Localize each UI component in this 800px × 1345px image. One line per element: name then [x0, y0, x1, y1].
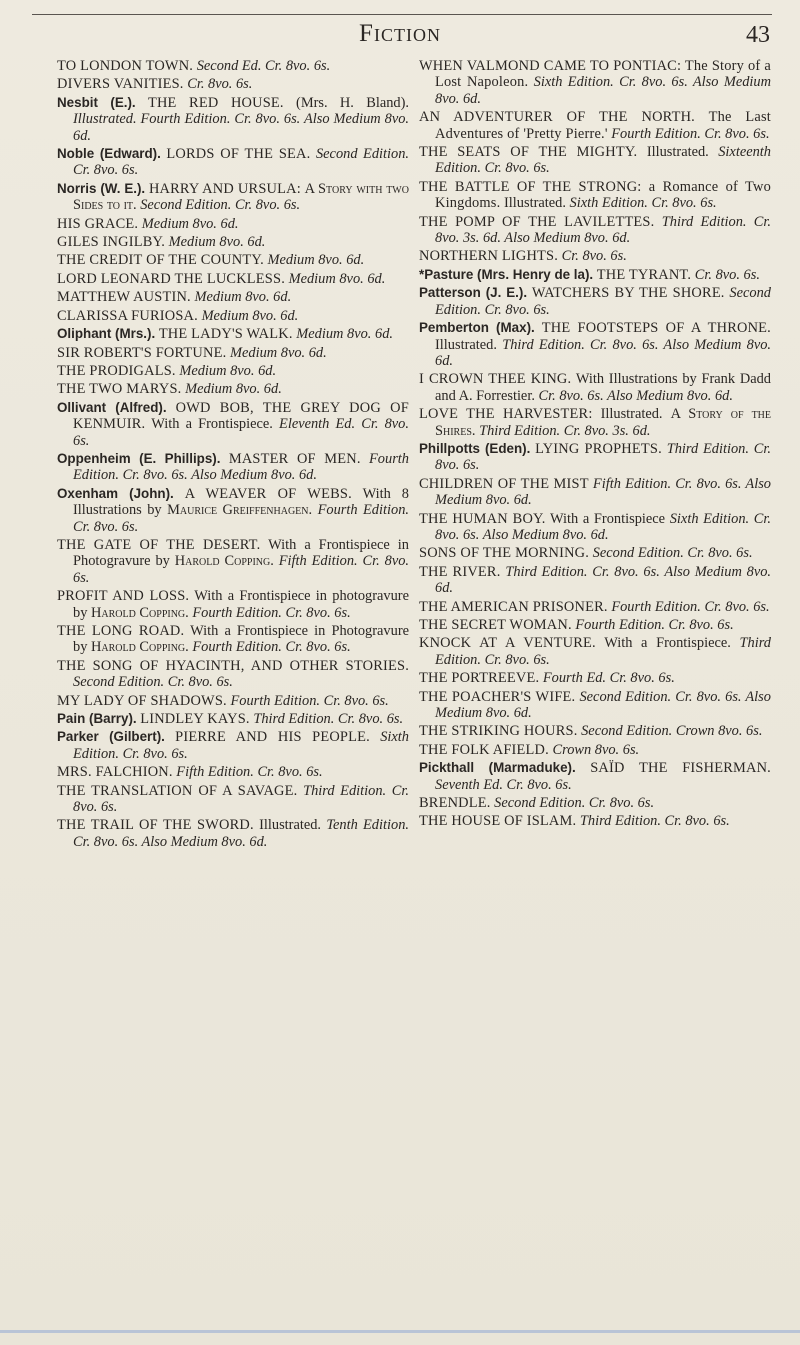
entry-note: Second Edition. Crown 8vo. 6s. [581, 723, 763, 740]
catalogue-entry [419, 214, 771, 247]
entry-note: Cr. 8vo. 6s. [694, 266, 760, 283]
entry-note: Second Edition. Cr. 8vo. 6s. Also Medium 8vo. 6d. [435, 688, 771, 722]
entry-title: THE HUMAN BOY. [419, 510, 546, 527]
entry-title: THE BATTLE OF THE STRONG: a Romance of Two Kingdoms. [419, 178, 771, 212]
entry-text: With a Frontispiece in Photogravure by [73, 623, 409, 656]
catalogue-entry [419, 511, 771, 544]
entry-smallcaps: A Story with two Sides to it. [73, 180, 409, 214]
entry-note: Fourth Edition. Cr. 8vo. 6s. [230, 692, 389, 709]
catalogue-entry [57, 693, 409, 709]
catalogue-entry [419, 617, 771, 633]
entry-author: Ollivant (Alfred). [57, 399, 167, 415]
entry-title: THE TWO MARYS. [57, 381, 182, 398]
entry-title: THE LONG ROAD. [57, 623, 185, 639]
running-head: Fiction [359, 20, 441, 47]
catalogue-entry [419, 635, 771, 668]
catalogue-entry [57, 817, 409, 850]
entry-note: Cr. 8vo. 6s. Also Medium 8vo. 6d. [538, 387, 733, 404]
entry-title: THE SECRET WOMAN. [419, 617, 572, 633]
entry-note: Second Edition. Cr. 8vo. 6s. [435, 285, 771, 318]
entry-text: Illustrated. [503, 195, 566, 212]
catalogue-entry [57, 271, 409, 287]
entry-title: THE PRODIGALS. [57, 362, 176, 379]
entry-note: Fifth Edition. Cr. 8vo. 6s. Also Medium 8vo. 6d. [435, 475, 771, 509]
entry-note: Second Edition. Cr. 8vo. 6s. [73, 146, 410, 179]
entry-title: MY LADY OF SHADOWS. [57, 692, 227, 709]
catalogue-entry [57, 363, 409, 379]
entry-note: Second Ed. Cr. 8vo. 6s. [196, 58, 331, 74]
entry-note: Fifth Edition. Cr. 8vo. 6s. [176, 764, 323, 781]
catalogue-entry [419, 760, 771, 793]
entry-title: LORDS OF THE SEA. [166, 146, 311, 163]
catalogue-entry [419, 58, 771, 107]
entry-smallcaps: A Story of the Shires. [435, 406, 772, 439]
entry-title: I CROWN THEE KING. [419, 371, 572, 388]
entry-note: Fourth Edition. Cr. 8vo. 6s. [611, 598, 770, 615]
entry-text: With a Frontispiece in photogravure by [73, 588, 409, 621]
entry-note: Medium 8vo. 6d. [230, 344, 327, 361]
entry-note: Fourth Edition. Cr. 8vo. 6s. [192, 604, 351, 621]
entry-smallcaps: Harold Copping. [91, 639, 189, 656]
page-number: 43 [746, 22, 770, 48]
entry-note: Medium 8vo. 6d. [194, 289, 292, 306]
entry-title: THE RIVER. [419, 563, 501, 580]
entry-text: Illustrated. [600, 406, 663, 423]
catalogue-entry [419, 179, 771, 212]
entry-title: THE HOUSE OF ISLAM. [419, 813, 577, 830]
catalogue-entry [419, 320, 771, 369]
entry-title: THE POACHER'S WIFE. [419, 688, 576, 705]
entry-author: Pain (Barry). [57, 711, 137, 727]
catalogue-entry [419, 599, 771, 615]
catalogue-entry [419, 723, 771, 739]
entry-note: Illustrated. Fourth Edition. Cr. 8vo. 6s. Also Medium 8vo. 6d. [73, 111, 409, 144]
entry-note: Seventh Ed. Cr. 8vo. 6s. [435, 776, 572, 793]
entry-title: THE TRANSLATION OF A SAVAGE. [57, 782, 298, 799]
catalogue-entry [419, 795, 771, 811]
catalogue-entry [57, 711, 409, 727]
entry-note: Cr. 8vo. 6s. [187, 76, 253, 93]
entry-note: Third Edition. Cr. 8vo. 6s. Also Medium 8vo. 6d. [435, 336, 771, 369]
catalogue-entry [57, 486, 409, 535]
entry-note: Cr. 8vo. 6s. [561, 248, 627, 265]
entry-note: Medium 8vo. 6d. [141, 215, 239, 232]
entry-title: MASTER OF MEN. [228, 450, 361, 467]
catalogue-entry [57, 537, 409, 586]
entry-title: LOVE THE HARVESTER: [419, 406, 593, 423]
catalogue-entry [57, 764, 409, 780]
entry-smallcaps: Harold Copping. [174, 553, 274, 570]
catalogue-entry [57, 345, 409, 361]
entry-author: *Pasture (Mrs. Henry de la). [419, 266, 594, 282]
catalogue-entry [57, 451, 409, 484]
entry-title: HARRY AND URSULA: [148, 180, 301, 197]
entry-title: LINDLEY KAYS. [140, 711, 250, 728]
entry-author: Parker (Gilbert). [57, 729, 165, 745]
entry-note: Sixth Edition. Cr. 8vo. 6s. Also Medium 8vo. 6d. [435, 74, 771, 107]
entry-note: Medium 8vo. 6d. [168, 234, 266, 251]
entry-note: Third Edition. Cr. 8vo. 6s. [435, 440, 771, 474]
entry-title: MRS. FALCHION. [57, 764, 173, 781]
entry-note: Fourth Edition. Cr. 8vo. 6s. [73, 502, 409, 535]
entry-title: KNOCK AT A VENTURE. [419, 635, 596, 652]
entry-note: Medium 8vo. 6d. [288, 270, 386, 287]
entry-note: Medium 8vo. 6d. [179, 362, 277, 379]
entry-text: Illustrated. [435, 336, 497, 353]
entry-text: With a Frontispiece. [604, 635, 731, 652]
catalogue-entry [419, 371, 771, 404]
entry-title: THE RED HOUSE. [147, 94, 284, 111]
entry-note: Third Edition. Cr. 8vo. 6s. [253, 711, 404, 728]
catalogue-entry [419, 742, 771, 758]
entry-note: Third Edition. Cr. 8vo. 6s. Also Medium 8vo. 6d. [435, 563, 771, 597]
left-column [57, 58, 409, 852]
catalogue-entry [419, 109, 771, 142]
catalogue-entry [419, 813, 771, 829]
entry-note: Second Edition. Cr. 8vo. 6s. [73, 674, 233, 691]
catalogue-entry [57, 326, 409, 342]
entry-title: THE TYRANT. [596, 266, 692, 283]
catalogue-entry [57, 658, 409, 691]
entry-title: THE GATE OF THE DESERT. [57, 536, 261, 553]
entry-title: WATCHERS BY THE SHORE. [531, 285, 725, 302]
bottom-edge [0, 1330, 800, 1333]
catalogue-entry [57, 146, 409, 179]
catalogue-entry [419, 441, 771, 474]
catalogue-entry [57, 181, 409, 214]
catalogue-entry [419, 545, 771, 561]
entry-author: Oliphant (Mrs.). [57, 326, 156, 342]
entry-title: THE PORTREEVE. [419, 670, 540, 687]
entry-note: Sixth Edition. Cr. 8vo. 6s. Also Medium 8vo. 6d. [435, 510, 772, 543]
entry-text: Illustrated. [646, 144, 709, 161]
catalogue-entry [57, 400, 409, 449]
entry-title: THE FOOTSTEPS OF A THRONE. [541, 320, 771, 337]
catalogue-entry [57, 783, 409, 816]
entry-smallcaps: Maurice Greiffenhagen. [167, 502, 313, 519]
catalogue-entry [57, 289, 409, 305]
entry-note: Fourth Edition. Cr. 8vo. 6s. [611, 125, 770, 142]
catalogue-entry [419, 267, 771, 283]
catalogue-entry [419, 285, 771, 318]
entry-author: Patterson (J. E.). [419, 285, 528, 301]
entry-title: GILES INGILBY. [57, 234, 166, 251]
entry-note: Second Edition. Cr. 8vo. 6s. [592, 545, 753, 562]
entry-title: THE STRIKING HOURS. [419, 723, 578, 740]
entry-author: Nesbit (E.). [57, 94, 136, 110]
catalogue-entry [419, 248, 771, 264]
entry-title: THE SONG OF HYACINTH, AND OTHER STORIES. [57, 657, 409, 674]
catalogue-entry [419, 564, 771, 597]
catalogue-entry [57, 95, 409, 144]
entry-title: PIERRE AND HIS PEOPLE. [175, 729, 370, 746]
entry-note: Sixteenth Edition. Cr. 8vo. 6s. [435, 144, 771, 177]
catalogue-entry [57, 588, 409, 621]
entry-title: THE SEATS OF THE MIGHTY. [419, 144, 638, 161]
entry-title: THE POMP OF THE LAVILETTES. [419, 213, 655, 230]
entry-note: Eleventh Ed. Cr. 8vo. 6s. [73, 416, 409, 449]
entry-title: LYING PROPHETS. [535, 440, 662, 457]
catalogue-entry [57, 381, 409, 397]
catalogue-entry [419, 406, 771, 439]
entry-title: SAÏD THE FISHERMAN. [590, 760, 771, 777]
entry-note: Third Edition. Cr. 8vo. 3s. 6d. [479, 422, 651, 439]
entry-title: NORTHERN LIGHTS. [419, 248, 559, 265]
catalogue-entry [57, 58, 409, 74]
entry-note: Fourth Ed. Cr. 8vo. 6s. [542, 670, 675, 687]
catalogue-entry [57, 216, 409, 232]
entry-title: THE CREDIT OF THE COUNTY. [57, 252, 264, 269]
entry-text: With a Frontispiece in Photogravure by [73, 536, 409, 570]
entry-title: HIS GRACE. [57, 215, 139, 232]
entry-title: SONS OF THE MORNING. [419, 545, 590, 562]
entry-title: CLARISSA FURIOSA. [57, 307, 198, 324]
entry-title: LORD LEONARD THE LUCKLESS. [57, 270, 285, 287]
top-rule [32, 14, 772, 15]
entry-note: Sixth Edition. Cr. 8vo. 6s. [569, 195, 717, 212]
entry-title: THE LADY'S WALK. [158, 326, 293, 343]
catalogue-entry [57, 729, 409, 762]
entry-note: Crown 8vo. 6s. [552, 741, 640, 758]
entry-title: DIVERS VANITIES. [57, 76, 184, 93]
catalogue-entry [57, 308, 409, 324]
entry-note: Sixth Edition. Cr. 8vo. 6s. [73, 729, 409, 762]
catalogue-entry [419, 689, 771, 722]
entry-author: Noble (Edward). [57, 146, 161, 162]
entry-text: With a Frontispiece [550, 510, 666, 527]
catalogue-entry [57, 234, 409, 250]
entry-author: Phillpotts (Eden). [419, 440, 531, 456]
entry-title: WHEN VALMOND CAME TO PONTIAC: The Story of a Lost Napoleon. [419, 58, 771, 91]
entry-note: Tenth Edition. Cr. 8vo. 6s. Also Medium 8vo. 6d. [73, 817, 409, 850]
entry-note: Medium 8vo. 6d. [185, 381, 282, 398]
entry-smallcaps: Harold Copping. [91, 604, 189, 621]
entry-note: Fourth Edition. Cr. 8vo. 6s. [192, 639, 351, 656]
entry-author: Oxenham (John). [57, 485, 174, 501]
entry-title: THE TRAIL OF THE SWORD. [57, 817, 254, 834]
entry-title: A WEAVER OF WEBS. [184, 485, 352, 502]
entry-note: Third Edition. Cr. 8vo. 3s. 6d. Also Medium 8vo. 6d. [435, 213, 771, 247]
entry-title: THE AMERICAN PRISONER. [419, 598, 608, 615]
entry-note: Medium 8vo. 6d. [267, 252, 365, 269]
catalogue-entry [419, 144, 771, 177]
catalogue-entry [57, 623, 409, 656]
entry-text: With Illustrations by Frank Dadd and A. Forrestier. [435, 371, 771, 404]
entry-title: SIR ROBERT'S FORTUNE. [57, 344, 227, 361]
page-header [0, 18, 800, 54]
catalogue-entry [419, 670, 771, 686]
entry-note: Second Edition. Cr. 8vo. 6s. [494, 795, 655, 812]
entry-text: Illustrated. [259, 817, 322, 834]
entry-text: With a Frontispiece. [151, 416, 273, 433]
entry-note: Medium 8vo. 6d. [201, 307, 299, 324]
entry-author: Pemberton (Max). [419, 320, 535, 336]
entry-note: Second Edition. Cr. 8vo. 6s. [140, 197, 301, 214]
entry-author: Pickthall (Marmaduke). [419, 760, 576, 776]
right-column [419, 58, 771, 832]
catalogue-entry [419, 476, 771, 509]
entry-note: Third Edition. Cr. 8vo. 6s. [73, 782, 409, 816]
entry-note: Fourth Edition. Cr. 8vo. 6s. Also Medium 8vo. 6d. [73, 450, 409, 484]
entry-note: Medium 8vo. 6d. [296, 326, 393, 343]
entry-title: THE FOLK AFIELD. [419, 741, 549, 758]
entry-title: OWD BOB, THE GREY DOG OF KENMUIR. [73, 399, 409, 433]
entry-title: AN ADVENTURER OF THE NORTH. The Last Adventures of 'Pretty Pierre.' [419, 109, 771, 142]
entry-title: TO LONDON TOWN. [57, 58, 194, 74]
entry-note: Third Edition. Cr. 8vo. 6s. [579, 813, 730, 830]
entry-text: With 8 Illustrations by [73, 485, 409, 519]
entry-note: Fifth Edition. Cr. 8vo. 6s. [73, 553, 409, 586]
entry-title: PROFIT AND LOSS. [57, 588, 190, 605]
entry-note: Fourth Edition. Cr. 8vo. 6s. [575, 617, 734, 633]
entry-text: (Mrs. H. Bland). [296, 94, 409, 111]
entry-author: Norris (W. E.). [57, 180, 146, 196]
entry-title: BRENDLE. [419, 795, 491, 812]
catalogue-entry [57, 252, 409, 268]
entry-title: MATTHEW AUSTIN. [57, 289, 191, 306]
entry-note: Third Edition. Cr. 8vo. 6s. [435, 635, 771, 668]
entry-author: Oppenheim (E. Phillips). [57, 450, 221, 466]
entry-title: CHILDREN OF THE MIST [419, 475, 589, 492]
catalogue-entry [57, 76, 409, 92]
